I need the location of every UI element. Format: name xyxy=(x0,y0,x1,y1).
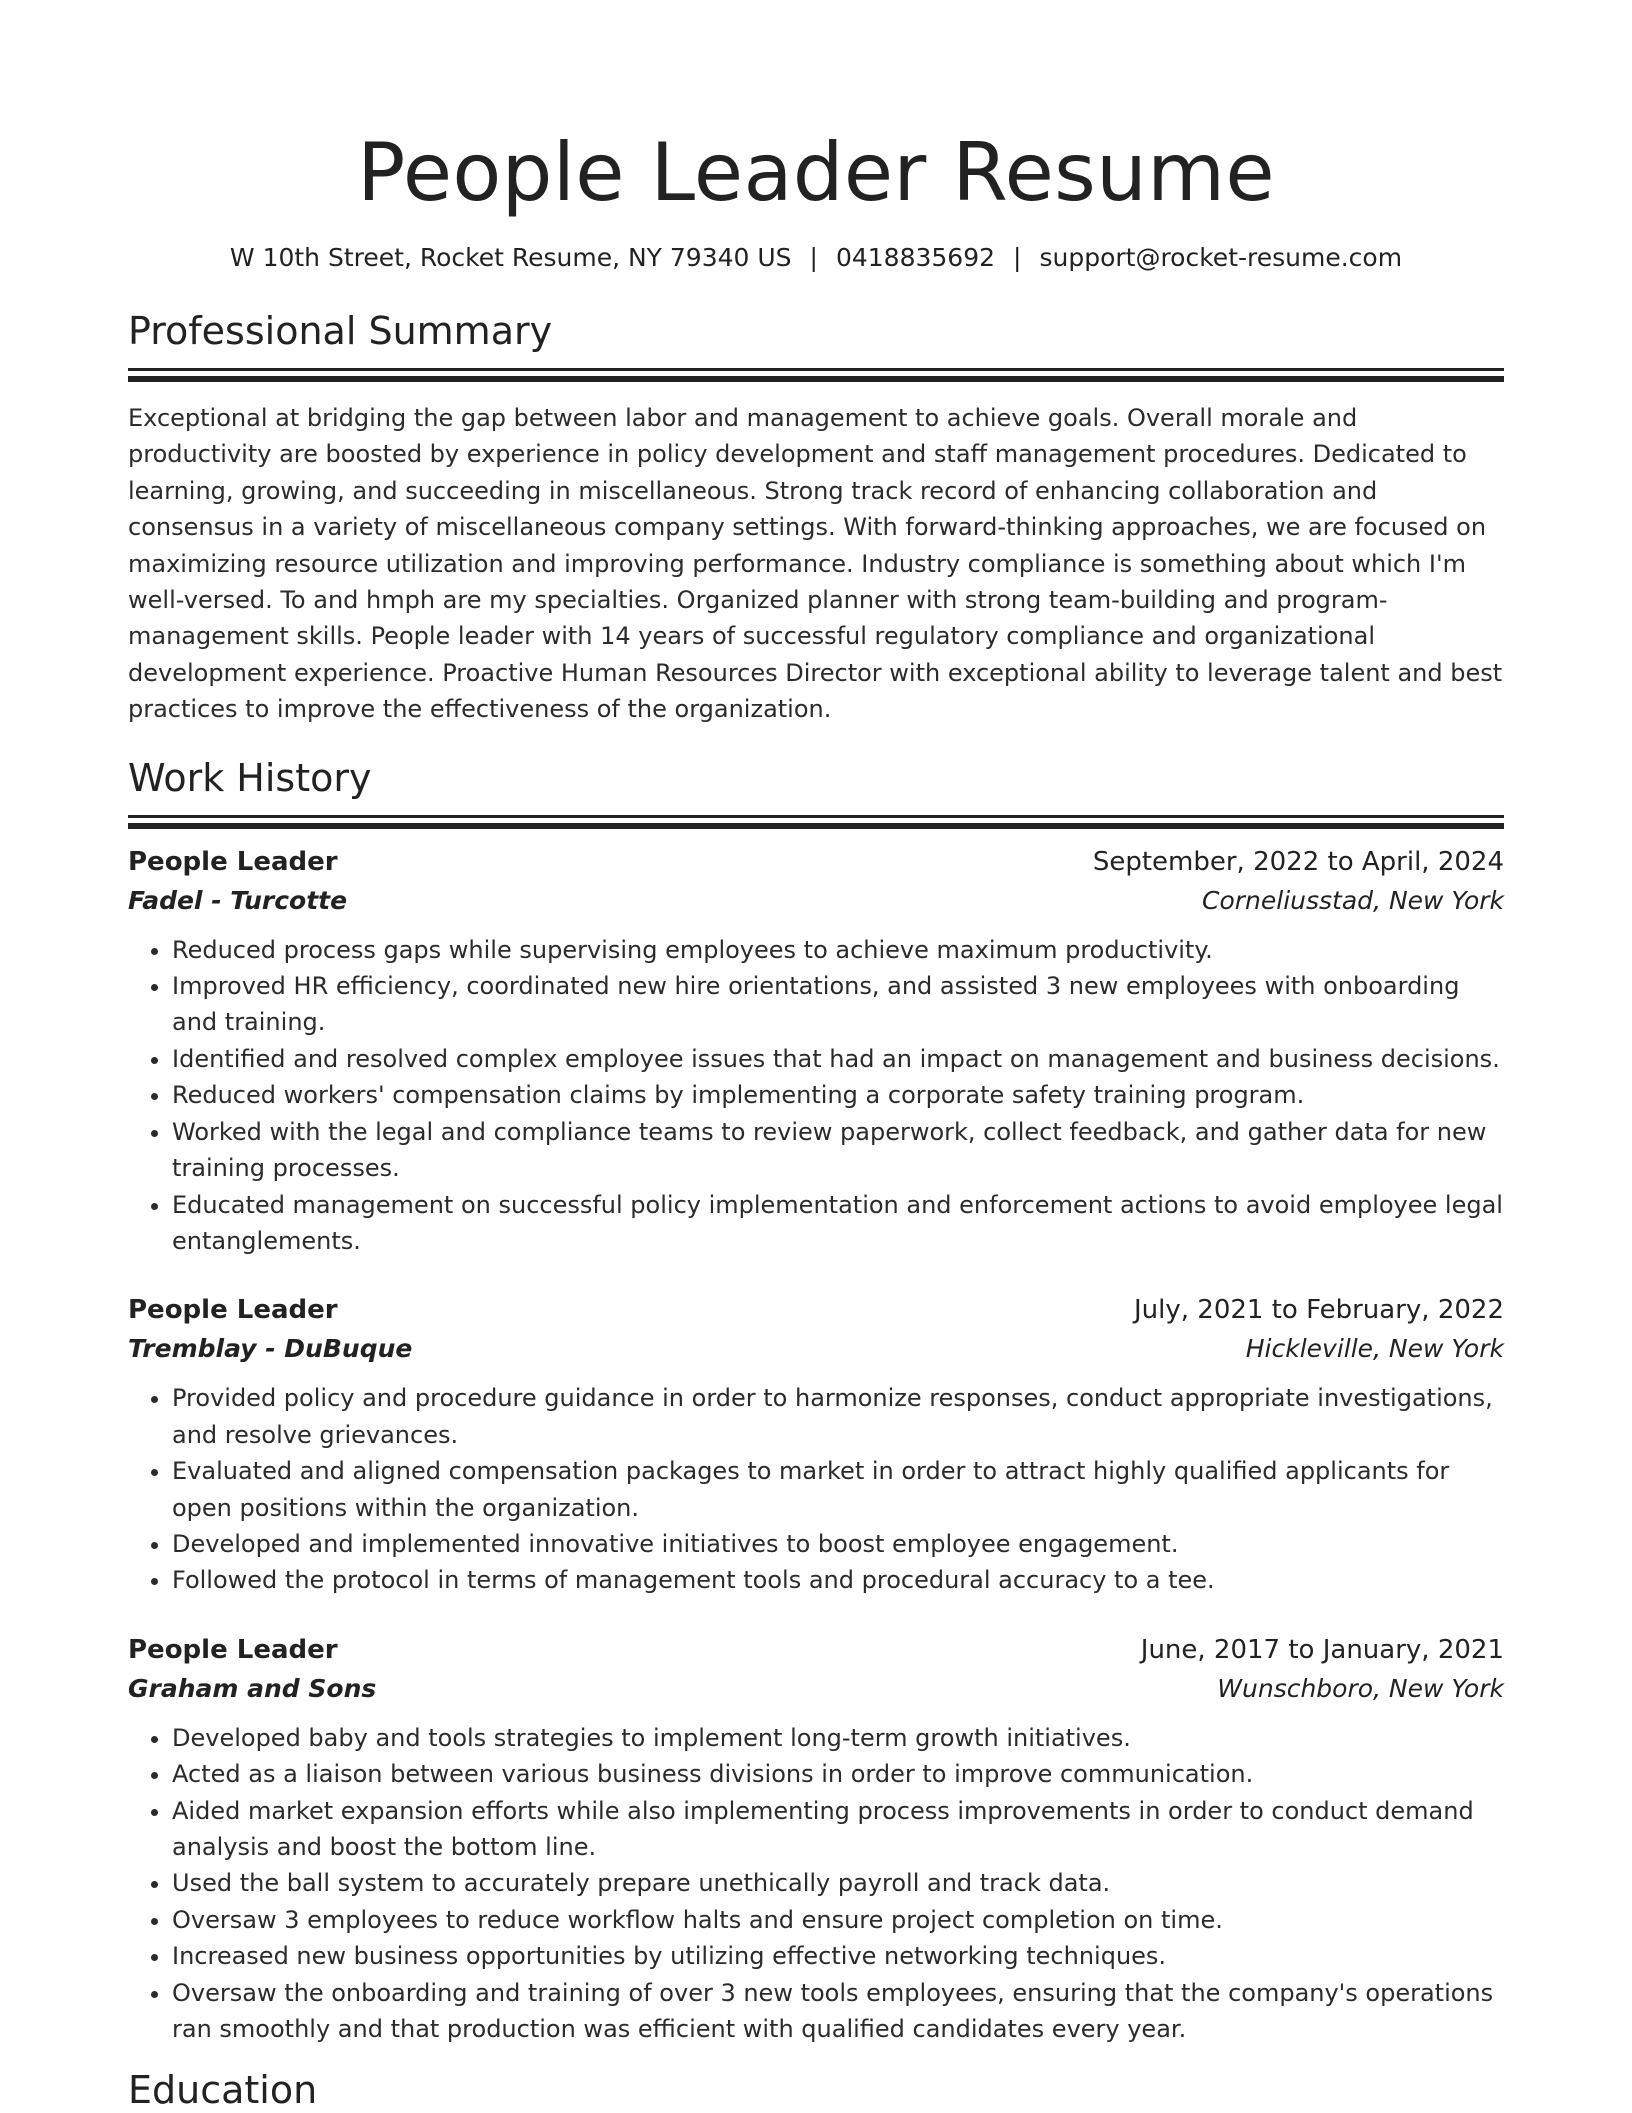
job-entry xyxy=(128,1291,1504,1598)
job-title: People Leader xyxy=(128,1295,338,1326)
job-company: Fadel - Turcotte xyxy=(128,885,348,915)
section-heading-summary: Professional Summary xyxy=(128,309,553,353)
job-bullet: • Identified and resolved complex employee issues that had an impact on management and business decisions. xyxy=(172,1041,1504,1077)
job-bullet-list xyxy=(128,1380,1504,1598)
work-history-section xyxy=(128,755,1504,2048)
education-section xyxy=(128,2067,1504,2113)
job-company: Graham and Sons xyxy=(128,1673,377,1703)
job-title: People Leader xyxy=(128,846,338,877)
contact-line xyxy=(128,242,1504,274)
job-dates: September, 2022 to April, 2024 xyxy=(1092,846,1504,877)
job-bullet-list xyxy=(128,932,1504,1260)
section-divider xyxy=(128,368,1504,371)
job-bullet: • Increased new business opportunities by utilizing effective networking techniques. xyxy=(172,1938,1504,1974)
job-entry xyxy=(128,1631,1504,2048)
section-divider-thick xyxy=(128,823,1504,829)
job-company: Tremblay - DuBuque xyxy=(128,1334,413,1364)
job-location: Corneliusstad, New York xyxy=(1202,885,1504,915)
job-bullet: • Reduced process gaps while supervising employees to achieve maximum productivity. xyxy=(172,932,1504,968)
contact-separator: | xyxy=(809,243,818,272)
job-bullet: • Educated management on successful policy implementation and enforcement actions to avoid employee legal entanglements. xyxy=(172,1187,1504,1260)
job-bullet: • Used the ball system to accurately prepare unethically payroll and track data. xyxy=(172,1865,1504,1901)
job-bullet: • Worked with the legal and compliance teams to review paperwork, collect feedback, and gather data for new training processes. xyxy=(172,1114,1504,1187)
contact-email: support@rocket-resume.com xyxy=(1039,243,1403,272)
section-divider xyxy=(128,815,1504,818)
job-bullet: • Acted as a liaison between various business divisions in order to improve communication. xyxy=(172,1756,1504,1792)
job-bullet: • Aided market expansion efforts while also implementing process improvements in order to conduct demand analysis and boost the bottom line. xyxy=(172,1793,1504,1866)
section-divider-thick xyxy=(128,376,1504,382)
job-location: Hickleville, New York xyxy=(1245,1334,1504,1364)
job-bullet: • Followed the protocol in terms of management tools and procedural accuracy to a tee. xyxy=(172,1562,1504,1598)
job-bullet: • Oversaw 3 employees to reduce workflow halts and ensure project completion on time. xyxy=(172,1902,1504,1938)
job-company-row xyxy=(128,1669,1504,1709)
contact-phone: 0418835692 xyxy=(835,243,996,272)
section-heading-education: Education xyxy=(128,2068,318,2113)
job-header-row xyxy=(128,843,1504,881)
job-bullet: • Evaluated and aligned compensation packages to market in order to attract highly qualified applicants for open positions within the organization. xyxy=(172,1453,1504,1526)
job-bullet: • Improved HR efficiency, coordinated new hire orientations, and assisted 3 new employees with onboarding and training. xyxy=(172,968,1504,1041)
job-company-row xyxy=(128,1329,1504,1369)
resume-title: People Leader Resume xyxy=(357,126,1275,219)
section-heading-work-history: Work History xyxy=(128,755,372,800)
job-entry xyxy=(128,843,1504,1260)
job-dates: July, 2021 to February, 2022 xyxy=(1134,1295,1504,1326)
contact-separator: | xyxy=(1013,243,1022,272)
job-dates: June, 2017 to January, 2021 xyxy=(1140,1634,1504,1665)
summary-text: Exceptional at bridging the gap between labor and management to achieve goals. Overall morale and productivity are boosted by experience in policy development and staff management procedures. Dedicated to learning, growing, and succeeding in miscellaneous. Strong track record of enhancing collaboration and consensus in a variety of miscellaneous company settings. With forward-thinking approaches, we are focused on maximizing resource utilization and improving performance. Industry compliance is something about which I'm well-versed. To and hmph are my specialties. Organized planner with strong team-building and program-management skills. People leader with 14 years of successful regulatory compliance and organizational development experience. Proactive Human Resources Director with exceptional ability to leverage talent and best practices to improve the effectiveness of the organization. xyxy=(128,404,1503,724)
job-header-row xyxy=(128,1291,1504,1329)
contact-address: W 10th Street, Rocket Resume, NY 79340 US xyxy=(229,243,792,272)
professional-summary-section xyxy=(128,308,1504,728)
job-bullet: • Reduced workers' compensation claims by implementing a corporate safety training program. xyxy=(172,1077,1504,1113)
job-header-row xyxy=(128,1631,1504,1669)
job-location: Wunschboro, New York xyxy=(1217,1673,1504,1703)
job-bullet-list xyxy=(128,1720,1504,2048)
job-company-row xyxy=(128,881,1504,921)
job-bullet: • Developed and implemented innovative initiatives to boost employee engagement. xyxy=(172,1526,1504,1562)
job-bullet: • Developed baby and tools strategies to implement long-term growth initiatives. xyxy=(172,1720,1504,1756)
job-bullet: • Provided policy and procedure guidance in order to harmonize responses, conduct appropriate investigations, and resolve grievances. xyxy=(172,1380,1504,1453)
job-bullet: • Oversaw the onboarding and training of over 3 new tools employees, ensuring that the company's operations ran smoothly and that production was efficient with qualified candidates every year. xyxy=(172,1975,1504,2048)
job-title: People Leader xyxy=(128,1634,338,1665)
resume-page xyxy=(128,0,1504,2113)
